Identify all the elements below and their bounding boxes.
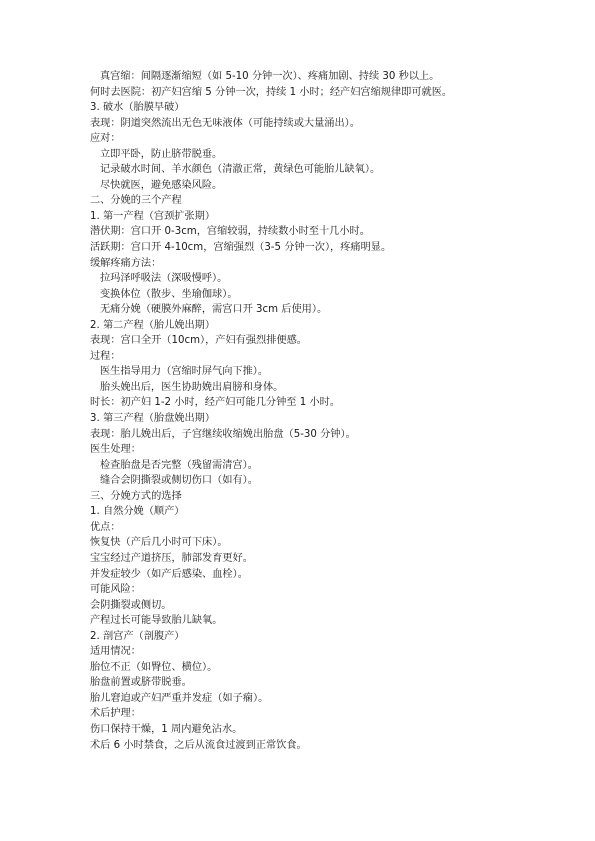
text-line: 术后 6 小时禁食，之后从流食过渡到正常饮食。 (90, 739, 307, 751)
text-line: 二、分娩的三个产程 (90, 195, 182, 207)
text-line: 适用情况： (90, 646, 141, 658)
text-line: 胎头娩出后，医生协助娩出肩膀和身体。 (100, 381, 284, 393)
text-line: 胎儿窘迫或产妇严重并发症（如子痫）。 (90, 692, 269, 704)
text-line: 医生处理： (90, 444, 141, 456)
document-body (90, 69, 560, 753)
text-line: 可能风险： (90, 584, 141, 596)
text-line: 表现：胎儿娩出后，子宫继续收缩娩出胎盘（5-30 分钟）。 (90, 428, 356, 440)
text-line: 检查胎盘是否完整（残留需清宫）。 (100, 459, 258, 471)
text-line: 三、分娩方式的选择 (90, 490, 182, 502)
text-line: 2. 剖宫产（剖腹产） (90, 630, 185, 642)
text-line: 何时去医院：初产妇宫缩 5 分钟一次，持续 1 小时；经产妇宫缩规律即可就医。 (90, 86, 453, 98)
text-line: 无痛分娩（硬膜外麻醉，需宫口开 3cm 后使用）。 (100, 304, 328, 316)
text-line: 立即平卧，防止脐带脱垂。 (100, 148, 223, 160)
text-line: 产程过长可能导致胎儿缺氧。 (90, 615, 223, 627)
text-line: 真宫缩：间隔逐渐缩短（如 5-10 分钟一次）、疼痛加剧、持续 30 秒以上。 (100, 71, 440, 82)
text-line: 潜伏期：宫口开 0-3cm，宫缩较弱，持续数小时至十几小时。 (90, 226, 370, 238)
text-line: 过程： (90, 350, 121, 362)
text-line: 医生指导用力（宫缩时屏气向下推）。 (100, 366, 269, 378)
text-line: 尽快就医，避免感染风险。 (100, 179, 223, 191)
text-line: 宝宝经过产道挤压，肺部发育更好。 (90, 552, 253, 564)
text-line: 1. 自然分娩（顺产） (90, 506, 185, 518)
text-line: 应对： (90, 133, 121, 145)
text-line: 会阴撕裂或侧切。 (90, 599, 172, 611)
text-line: 1. 第一产程（宫颈扩张期） (90, 210, 216, 222)
text-line: 3. 第三产程（胎盘娩出期） (90, 413, 216, 425)
text-line: 并发症较少（如产后感染、血栓）。 (90, 568, 248, 580)
text-line: 2. 第二产程（胎儿娩出期） (90, 319, 216, 331)
text-line: 活跃期：宫口开 4-10cm，宫缩强烈（3-5 分钟一次），疼痛明显。 (90, 242, 392, 254)
text-line: 缝合会阴撕裂或侧切伤口（如有）。 (100, 475, 258, 487)
text-line: 优点： (90, 521, 121, 533)
text-line: 时长：初产妇 1-2 小时，经产妇可能几分钟至 1 小时。 (90, 397, 341, 409)
text-line: 胎盘前置或脐带脱垂。 (90, 677, 192, 689)
text-line: 表现：阴道突然流出无色无味液体（可能持续或大量涌出）。 (90, 117, 360, 129)
text-line: 表现：宫口全开（10cm），产妇有强烈排便感。 (90, 335, 307, 347)
text-line: 胎位不正（如臀位、横位）。 (90, 661, 218, 673)
text-line: 变换体位（散步、坐瑜伽球）。 (100, 288, 238, 300)
text-line: 缓解疼痛方法： (90, 257, 162, 269)
text-line: 恢复快（产后几小时可下床）。 (90, 537, 228, 549)
text-line: 伤口保持干燥，1 周内避免沾水。 (90, 723, 243, 735)
text-line: 3. 破水（胎膜早破） (90, 102, 185, 114)
text-line: 记录破水时间、羊水颜色（清澈正常，黄绿色可能胎儿缺氧）。 (100, 164, 381, 176)
text-line: 术后护理： (90, 708, 141, 720)
text-line: 拉玛泽呼吸法（深吸慢呼）。 (100, 273, 228, 285)
